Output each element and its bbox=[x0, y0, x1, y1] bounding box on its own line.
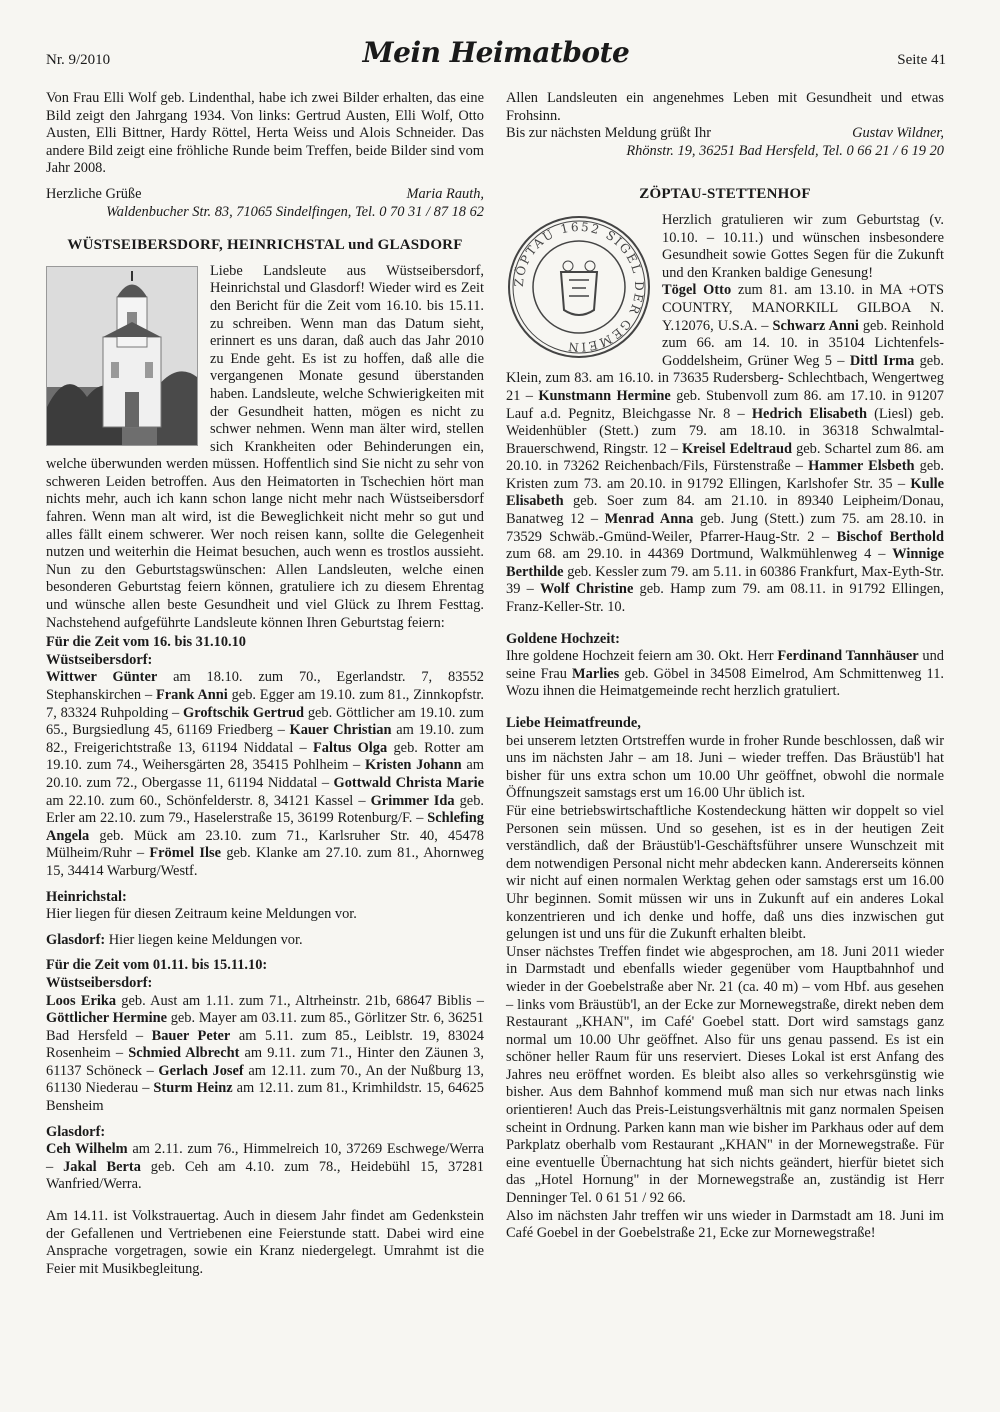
zoeptau-intro: Herzlich gratulieren wir zum Geburtstag (v. 10.10. – 10.11.) und wünschen insbesondere Gesundheit sowie Gottes Segen für die Zukunft und den Kranken baldige Genesung! bbox=[662, 211, 944, 281]
town-seal-icon bbox=[506, 214, 652, 360]
page-number: Seite 41 bbox=[897, 52, 946, 68]
birthday-list-glasdorf: Ceh Wilhelm am 2.11. zum 76., Himmelreich 10, 37269 Eschwege/Werra – Jakal Berta geb. Ceh am 4.10. zum 78., Heidebühl 15, 37281 Wanfried/Werra. bbox=[46, 1141, 485, 1193]
right-column bbox=[506, 90, 944, 1243]
period-2-heading: Für die Zeit vom 01.11. bis 15.11.10: bbox=[46, 957, 268, 974]
heinrichstal-text: Hier liegen für diesen Zeitraum keine Meldungen vor. bbox=[46, 906, 357, 923]
signature-maria bbox=[46, 186, 484, 204]
church-icon bbox=[47, 267, 197, 445]
svg-text:ZÖPTAU 1652 SIGEL DER GEMEIN: ZÖPTAU 1652 SIGEL DER GEMEIN bbox=[511, 219, 647, 355]
masthead-title: Mein Heimatbote bbox=[362, 36, 630, 69]
friends-heading: Liebe Heimatfreunde, bbox=[506, 715, 641, 731]
friends-paragraph-1: bei unserem letzten Ortstreffen wurde in froher Runde beschlossen, daß wir uns im nächsten Jahr – am 18. Juni – wieder treffen. Das Bräustüb'l hat bisher für uns extra schon um 10.00 Uhr geöffnet, obwohl die normale Öffnungszeit samstags erst um 16.00 Uhr üblich ist. bbox=[506, 732, 944, 802]
greeting: Herzliche Grüße bbox=[46, 185, 142, 202]
golden-wedding-text: Ihre goldene Hochzeit feiern am 30. Okt. Herr Ferdinand Tannhäuser und seine Frau Marlies geb. Göbel in 34508 Eimelrod, Am Schmittenweg 11. Wozu ihnen die Heimatgemeinde recht herzlich gratuliert. bbox=[506, 648, 944, 700]
top-wish: Allen Landsleuten ein angenehmes Leben mit Gesundheit und etwas Frohsinn. bbox=[506, 90, 944, 124]
glasdorf-note: Glasdorf: Hier liegen keine Meldungen vor. bbox=[46, 931, 303, 948]
section-title-zoeptau: ZÖPTAU-STETTENHOF bbox=[639, 186, 811, 203]
birthday-list-2: Loos Erika geb. Aust am 1.11. zum 71., Altrheinstr. 21b, 68647 Biblis – Göttlicher Hermine geb. Mayer am 03.11. zum 85., Görlitzer Str. 6, 36251 Bad Hersfeld – Bauer Peter am 5.11. zum 85., Leiblstr. 19, 83024 Rosenheim – Schmied Albrecht am 9.11. zum 71., Hinter den Zäunen 3, 61137 Schöneck – Gerlach Josef am 12.11. zum 70., An der Nußburg 13, 61130 Niederau – Sturm Heinz am 12.11. zum 81., Krimhildstr. 15, 64625 Bensheim bbox=[46, 992, 485, 1115]
closing-paragraph: Am 14.11. ist Volkstrauertag. Auch in diesem Jahr findet am Gedenkstein der Gefallenen und Vertriebenen eine Feierstunde statt. Dabei wird eine Ansprache vorgetragen, sowie ein Kranz niedergelegt. Umrahmt ist die Feier mit Musikbegleitung. bbox=[46, 1208, 484, 1277]
main-letter: Liebe Landsleute aus Wüstseibersdorf, Heinrichstal und Glasdorf! Wieder wird es Zeit den Bericht für die Zeit vom 16.10. bis 15.11. zu schreiben. Wenn man das Datum sieht, erinnert es uns daran, daß auch das Jahr 2010 zu Ende geht. Es ist zu hoffen, daß alle die vergangenen Monate gesund überstanden haben. Landsleute, welche Schwierigkeiten mit der Gesundheit hatten, mögen es nicht zu schwer nehmen. Wenn man älter wird, stellen sich Krankheiten oder Behinderungen ein, welche überwunden werden müssen. Hoffentlich sind Sie nicht zu sehr von schweren Leiden betroffen. Aus den Heimatorten in Tschechien hört man nichts mehr, auch ich kann schon lange nicht mehr nach Wüstseibersdorf fahren. Wenn man alt wird, ist die Beweglichkeit nicht mehr so gut und alles fällt einem schwerer. Wer noch reisen kann, sollte die Gelegenheit nutzen und weiterhin die Heimat besuchen, auch wenn es trostlos aussieht. Nun zu den Geburtstagswünschen: Allen Landsleuten, welche einen besonderen Geburtstag feiern können, gratuliere ich zu diesem Ehrentag und wünsche allen beste Gesundheit und viel Glück zu Ihrem Festtag. Nachstehend aufgeführte Landsleute können Ihren Geburtstag feiern: bbox=[46, 262, 484, 631]
issue-number: Nr. 9/2010 bbox=[46, 52, 111, 68]
signature-address: Waldenbucher Str. 83, 71065 Sindelfingen, Tel. 0 70 31 / 87 18 62 bbox=[106, 203, 484, 220]
friends-paragraph-4: Also im nächsten Jahr treffen wir uns wieder in Darmstadt am 18. Juni im Café Goebel in der Goebelstraße 21, Ecke zur Mornewegstraße! bbox=[506, 1207, 944, 1242]
page-header bbox=[46, 36, 946, 76]
signature-address-gustav: Rhönstr. 19, 36251 Bad Hersfeld, Tel. 0 66 21 / 6 19 20 bbox=[626, 142, 944, 159]
left-column bbox=[46, 90, 484, 1278]
zoeptau-birthday-list: Tögel Otto zum 81. am 13.10. in MA +OTS COUNTRY, MANORKILL GILBOA N. Y.12076, U.S.A. – Schwarz Anni geb. Reinhold zum 66. am 14. 10. in 35104 Lichtenfels-Goddelsheim, Grüner Weg 5 – Dittl Irma geb. Klein, zum 83. am 16.10. in 73635 Rudersberg- Schlechtbach, Wengertweg 21 – Kunstmann Hermine geb. Stubenvoll zum 86. am 17.10. in 91207 Lauf a.d. Pegnitz, Bleichgasse Nr. 8 – Hedrich Elisabeth (Liesl) geb. Weidenhübler (Stett.) zum 79. am 18.10. in 36318 Schwalmtal-Brauerschwend, Ringstr. 12 – Kreisel Edeltraud geb. Schartel zum 86. am 20.10. in 73262 Reichenbach/Fils, Fürstenstraße – Hammer Elsbeth geb. Kristen zum 73. am 20.10. in 91792 Ellingen, Karlshofer Str. 35 – Kulle Elisabeth geb. Soer zum 84. am 21.10. in 89340 Leipheim/Donau, Banatweg 12 – Menrad Anna geb. Jung (Stett.) zum 75. am 28.10. in 73529 Schwäb.-Gmünd-Weiler, Pfarrer-Haug-Str. 2 – Bischof Berthold zum 68. am 29.10. in 44369 Dortmund, Walkmühlenweg 4 – Winnige Berthilde geb. Kessler zum 79. am 5.11. in 60386 Frankfurt, Max-Eyth-Str. 39 – Wolf Christine geb. Hamp zum 79. am 08.11. in 91792 Ellingen, Franz-Keller-Str. 10. bbox=[506, 282, 945, 616]
golden-wedding-heading: Goldene Hochzeit: bbox=[506, 630, 620, 647]
heinrichstal-heading: Heinrichstal: bbox=[46, 888, 127, 905]
section-title-wuestseibersdorf: WÜSTSEIBERSDORF, HEINRICHSTAL und GLASDORF bbox=[67, 237, 463, 254]
friends-paragraph-2: Für eine betriebswirtschaftliche Kostendeckung hätten wir doppelt so viel Personen sein müssen. Und so gesehen, ist es in der heutigen Zeit verständlich, daß der Bräustüb'l-Geschäftsführer unsere Wunschzeit mit dem notwendigen Personal nicht mehr abdecken kann. Andererseits können wir nicht auf einen normalen Werktag gehen oder samstags erst um 16.00 Uhr beginnen. Somit müssen wir uns in Zukunft auf ein anderes Lokal konzentrieren und ich denke und hoffe, daß uns dies inzwischen gut gelungen ist und uns für die Zukunft erhalten bleibt. bbox=[506, 802, 944, 943]
signature-gustav bbox=[506, 125, 944, 143]
church-photo bbox=[46, 266, 198, 446]
signature-name-gustav: Gustav Wildner, bbox=[852, 125, 944, 142]
birthday-list-1: Wittwer Günter am 18.10. zum 70., Egerlandstr. 7, 83552 Stephanskirchen – Frank Anni geb. Egger am 19.10. zum 81., Zinnkopfstr. 7, 83324 Ruhpolding – Groftschik Gertrud geb. Göttlicher am 19.10. zum 65., Burgsiedlung 45, 61169 Friedberg – Kauer Christian am 19.10. zum 82., Freigerichtstraße 13, 61194 Niddatal – Faltus Olga geb. Rotter am 19.10. zum 74., Weihersgärten 28, 35415 Pohlheim – Kristen Johann am 20.10. zum 72., Obergasse 11, 61194 Niddatal – Gottwald Christa Marie am 22.10. zum 60., Schönfelderstr. 8, 34121 Kassel – Grimmer Ida geb. Erler am 22.10. zum 79., Haselerstraße 15, 36199 Rotenburg/F. – Schlefing Angela geb. Mück am 23.10. zum 71., Karlsruher Str. 40, 45478 Mülheim/Ruhr – Frömel Ilse geb. Klanke am 27.10. zum 81., Ahornweg 15, 34414 Warburg/Westf. bbox=[46, 669, 484, 879]
period-1-heading: Für die Zeit vom 16. bis 31.10.10 bbox=[46, 634, 247, 651]
intro-paragraph: Von Frau Elli Wolf geb. Lindenthal, habe ich zwei Bilder erhalten, das eine Bild zeigt den Jahrgang 1934. Von links: Gertrud Austen, Elli Wolf, Otto Austen, Elli Bittner, Hardy Röttel, Herta Weiss und Alois Schneider. Das andere Bild zeigt eine fröhliche Runde beim Treffen, beide Bilder sind vom Jahr 2008. bbox=[46, 90, 484, 177]
glasdorf-heading-2: Glasdorf: bbox=[46, 1123, 106, 1140]
until-text: Bis zur nächsten Meldung grüßt Ihr bbox=[506, 125, 712, 142]
place-wuestseibersdorf-2: Wüstseibersdorf: bbox=[46, 974, 153, 991]
friends-paragraph-3: Unser nächstes Treffen findet wie abgesprochen, am 18. Juni 2011 wieder in Darmstadt und ebenfalls wieder gegenüber vom Hauptbahnhof und wieder in der Goebelstraße aber Nr. 21 (ca. 40 m) – vom Hbf. aus gesehen – links vom Bräustüb'l, an der Ecke zur Mornewegstraße, direkt neben dem Restaurant „KHAN", im Café' Goebel statt. Dort wird samstags ganz normal um 10.00 Uhr geöffnet. Also für uns genau passend. Es ist ein schöner heller Raum für uns reserviert. Dieses Lokal ist erst Anfang des Jahres neu eröffnet worden. Es bleibt also alles so verkehrsgünstig wie bisher. Aus dem Bahnhof kommend muß man sich nur etwas nach links orientieren! Auch das Preis-Leistungsverhältnis mit ganz normalen Speisen scheint in Ordnung. Parken kann man wie bisher im Parkhaus oder auf dem Parkplatz oberhalb vom Restaurant „KHAN" in der Mornewegstraße. Für eine eventuelle Übernachtung hat sich nichts geändert, hierfür bietet sich das „Hotel Hornung" in der Mornewegstraße an, zuständig ist Herr Denninger Tel. 0 61 51 / 92 66. bbox=[506, 943, 944, 1207]
place-wuestseibersdorf: Wüstseibersdorf: bbox=[46, 651, 153, 668]
signature-name: Maria Rauth, bbox=[406, 185, 484, 202]
